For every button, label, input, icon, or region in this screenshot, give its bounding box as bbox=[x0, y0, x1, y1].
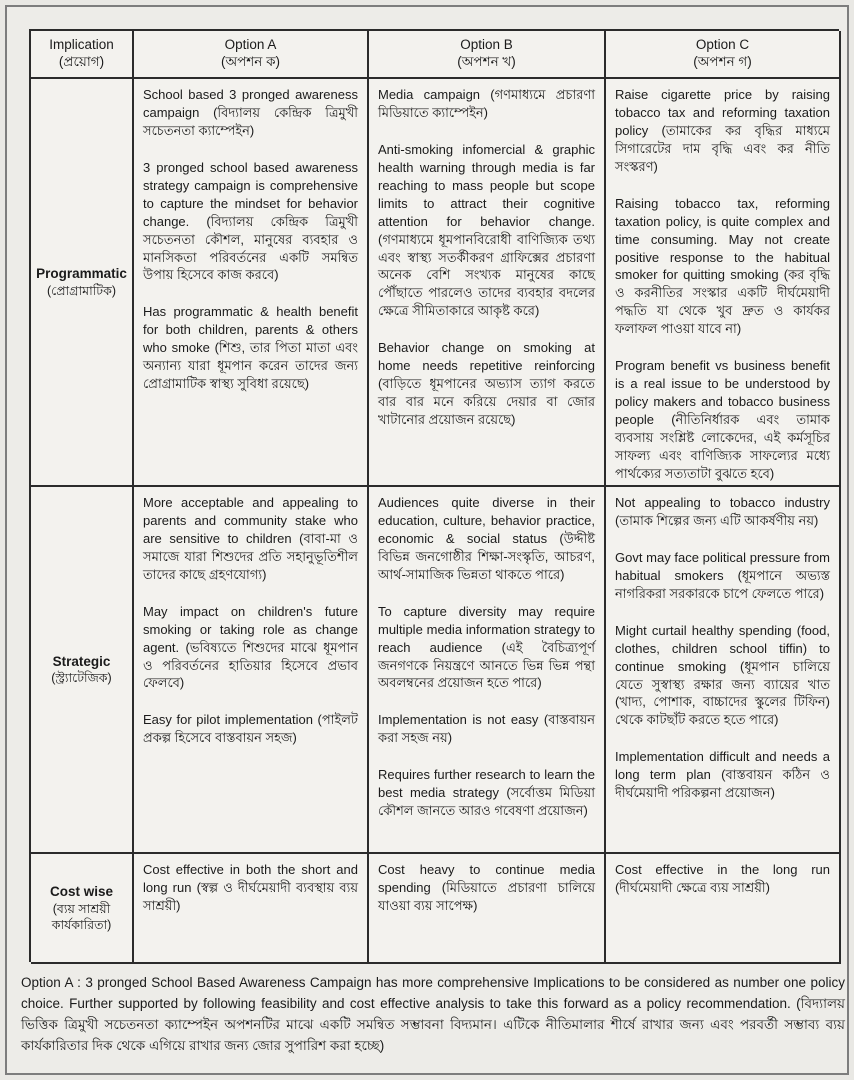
cell-paragraph: School based 3 pronged awareness campaign (বিদ্যালয় কেন্দ্রিক ত্রিমুখী সচেতনতা ক্যাম্পেইন) bbox=[143, 87, 358, 138]
cell-paragraph: 3 pronged school based awareness strategy campaign is comprehensive to capture the mindset for behavior change. (বিদ্যালয় কেন্দ্রিক ত্রিমুখী সচেতনতা কৌশল, মানুষের ব্যবহার ও মানসিকতা পরিবর্তনের একটি সমন্বিত উপায় হিসেবে কাজ করবে) bbox=[143, 159, 358, 283]
row-label-programmatic-bn: (প্রোগ্রামাটিক) bbox=[46, 283, 117, 298]
row-label-programmatic bbox=[31, 79, 134, 487]
row-label-strategic-bn: (স্ট্র্যাটেজিক) bbox=[51, 671, 112, 686]
cell-programmatic-option-b bbox=[369, 79, 606, 487]
row-label-strategic-en: Strategic bbox=[52, 653, 111, 669]
cell-paragraph: Implementation difficult and needs a long term plan (বাস্তবায়ন কঠিন ও দীর্ঘমেয়াদী পরিকল্পনা প্রয়োজন) bbox=[615, 749, 830, 801]
header-option-a-bn: (অপশন ক) bbox=[220, 54, 281, 69]
cell-paragraph: Has programmatic & health benefit for both children, parents & others who smoke (শিশু, তার পিতা মাতা এবং অন্যান্য যারা ধূমপান করেন তাদের জন্য প্রোগ্রামাটিক স্বাস্থ্য সুবিধা রয়েছে) bbox=[143, 304, 358, 392]
cell-paragraph: Media campaign (গণমাধ্যমে প্রচারণা মিডিয়াতে ক্যাম্পেইন) bbox=[378, 87, 595, 120]
cell-strategic-option-a bbox=[134, 487, 369, 854]
header-option-a bbox=[134, 31, 369, 79]
header-option-a-en: Option A bbox=[224, 37, 277, 53]
options-comparison-table bbox=[29, 29, 839, 962]
header-implication-bn: (প্রয়োগ) bbox=[58, 54, 105, 69]
cell-programmatic-option-a bbox=[134, 79, 369, 487]
cell-paragraph: Requires further research to learn the best media strategy (সর্বোত্তম মিডিয়া কৌশল জানতে আরও গবেষণা প্রয়োজন) bbox=[378, 767, 595, 819]
cell-paragraph: Cost heavy to continue media spending (মিডিয়াতে প্রচারণা চালিয়ে যাওয়া ব্যয় সাপেক্ষ) bbox=[378, 862, 595, 913]
cell-paragraph: Cost effective in both the short and long run (স্বল্প ও দীর্ঘমেয়াদী ব্যবস্থায় ব্যয় সাশ্রয়ী) bbox=[143, 862, 358, 913]
cell-strategic-option-b bbox=[369, 487, 606, 854]
header-option-c bbox=[606, 31, 841, 79]
cell-paragraph: More acceptable and appealing to parents and community stake who are sensitive to children (বাবা-মা ও সমাজে যারা শিশুদের প্রতি সহানুভূতিশীল তাদের কাছে গ্রহণযোগ্য) bbox=[143, 495, 358, 582]
row-label-strategic bbox=[31, 487, 134, 854]
cell-strategic-option-c bbox=[606, 487, 841, 854]
cell-paragraph: May impact on children's future smoking or taking role as change agent. (ভবিষ্যতে শিশুদের মাঝে ধূমপান ও পরিবর্তনের হাতিয়ার হিসেবে প্রভাব ফেলবে) bbox=[143, 603, 358, 691]
cell-paragraph: Audiences quite diverse in their education, culture, behavior practice, economic & social status (উদ্দীষ্ট বিভিন্ন জনগোষ্ঠীর শিক্ষা-সংস্কৃতি, আচরণ, আর্থ-সামাজিক ভিন্নতা থাকতে পারে) bbox=[378, 495, 595, 582]
row-label-cost-wise-bn: (ব্যয় সাশ্রয়ী কার্যকারিতা) bbox=[51, 901, 112, 932]
header-option-b-bn: (অপশন খ) bbox=[457, 54, 516, 69]
cell-cost-wise-option-b bbox=[369, 854, 606, 964]
cell-paragraph: To capture diversity may require multiple media information strategy to reach audience (এই বৈচিত্র্যপূর্ণ জনগণকে নিয়ন্ত্রণে আনতে ভিন্ন ভিন্ন পন্থা অবলম্বনের প্রয়োজন হতে পারে) bbox=[378, 603, 595, 691]
page-border-frame bbox=[5, 5, 849, 1075]
cell-paragraph: Cost effective in the long run (দীর্ঘমেয়াদী ক্ষেত্রে ব্যয় সাশ্রয়ী) bbox=[615, 862, 830, 895]
cell-paragraph: Govt may face political pressure from habitual smokers (ধূমপানে অভ্যস্ত নাগরিকরা সরকারকে চাপে ফেলতে পারে) bbox=[615, 549, 830, 601]
header-option-b-en: Option B bbox=[460, 37, 513, 53]
cell-paragraph: Might curtail healthy spending (food, clothes, children school tiffin) to continue smoking (ধূমপান চালিয়ে যেতে সুস্বাস্থ্য রক্ষার জন্য ব্যায়ের খাত (খাদ্য, পোশাক, বাচ্চাদের স্কুলের টিফিন) থেকে কাটছাঁট করতে হতে পারে) bbox=[615, 622, 830, 728]
cell-paragraph: Implementation is not easy (বাস্তবায়ন করা সহজ নয়) bbox=[378, 712, 595, 746]
cell-cost-wise-option-a bbox=[134, 854, 369, 964]
cell-paragraph: Easy for pilot implementation (পাইলট প্রকল্প হিসেবে বাস্তবায়ন সহজ) bbox=[143, 712, 358, 746]
cell-paragraph: Program benefit vs business benefit is a real issue to be understood by policy makers and tobacco business people (নীতিনির্ধারক এবং তামাক ব্যবসায় সংশ্লিষ্ট লোকেদের, এই কর্মসূচির সাফল্য এবং বাণিজ্যিক সাফল্যের মধ্যে পার্থক্যের সত্যতাটা বুঝতে হবে) bbox=[615, 358, 830, 481]
row-label-cost-wise-en: Cost wise bbox=[49, 883, 114, 899]
cell-programmatic-option-c bbox=[606, 79, 841, 487]
row-label-programmatic-en: Programmatic bbox=[36, 266, 127, 282]
row-label-cost-wise bbox=[31, 854, 134, 964]
recommendation-note: Option A : 3 pronged School Based Awareness Campaign has more comprehensive Implications to be considered as number one policy choice. Further supported by following feasibility and cost effective analysis to take this forward as a policy recommendation. (বিদ্যালয় ভিত্তিক ত্রিমুখী সচেতনতা ক্যাম্পেইন অপশনটির মাঝে একটি সমন্বিত সম্ভাবনা বিদ্যমান। এটিকে নীতিমালার শীর্ষে রাখার জন্য এবং পরবর্তী সম্ভাব্য ব্যয় কার্যকারিতার দিক থেকে এগিয়ে রাখার জন্য জোর সুপারিশ করা হচ্ছে) bbox=[21, 975, 845, 1053]
header-option-b bbox=[369, 31, 606, 79]
header-implication-en: Implication bbox=[49, 37, 114, 53]
cell-paragraph: Behavior change on smoking at home needs repetitive reinforcing (বাড়িতে ধূমপানের অভ্যাস ত্যাগ করতে বার বার মনে করিয়ে দেয়ার বা জোর খাটানোর প্রয়োজন রয়েছে) bbox=[378, 340, 595, 427]
cell-paragraph: Anti-smoking infomercial & graphic health warning through media is far reaching to mass people but scope limits to attract their cognitive attention for behavior change. (গণমাধ্যমে ধূমপানবিরোধী বাণিজ্যিক তথ্য এবং স্বাস্থ্য সতর্কীকরণ গ্রাফিক্সের প্রচারণা অনেক বেশি সংখ্যক মানুষের কাছে পৌঁছাতে পারলেও তাদের ব্যবহার বদলের ক্ষেত্রে সীমিতাকারে আকৃষ্ট করে) bbox=[378, 141, 595, 319]
header-option-c-bn: (অপশন গ) bbox=[693, 54, 752, 69]
cell-paragraph: Raising tobacco tax, reforming taxation policy, is quite complex and time consuming. May not create positive response to the habitual smoker for quitting smoking (কর বৃদ্ধি ও করনীতির সংস্কার একটি দীর্ঘমেয়াদী পদ্ধতি যা থেকে খুব দ্রুত ও কার্যকর ফলাফল পাওয়া যাবে না) bbox=[615, 195, 830, 337]
cell-paragraph: Raise cigarette price by raising tobacco tax and reforming taxation policy (তামাকের কর বৃদ্ধির মাধ্যমে সিগারেটের দাম বৃদ্ধি এবং কর নীতি সংস্করণ) bbox=[615, 87, 830, 174]
cell-paragraph: Not appealing to tobacco industry (তামাক শিল্পের জন্য এটি আকর্ষণীয় নয়) bbox=[615, 495, 830, 528]
cell-cost-wise-option-c bbox=[606, 854, 841, 964]
header-option-c-en: Option C bbox=[695, 37, 750, 53]
header-implication bbox=[31, 31, 134, 79]
